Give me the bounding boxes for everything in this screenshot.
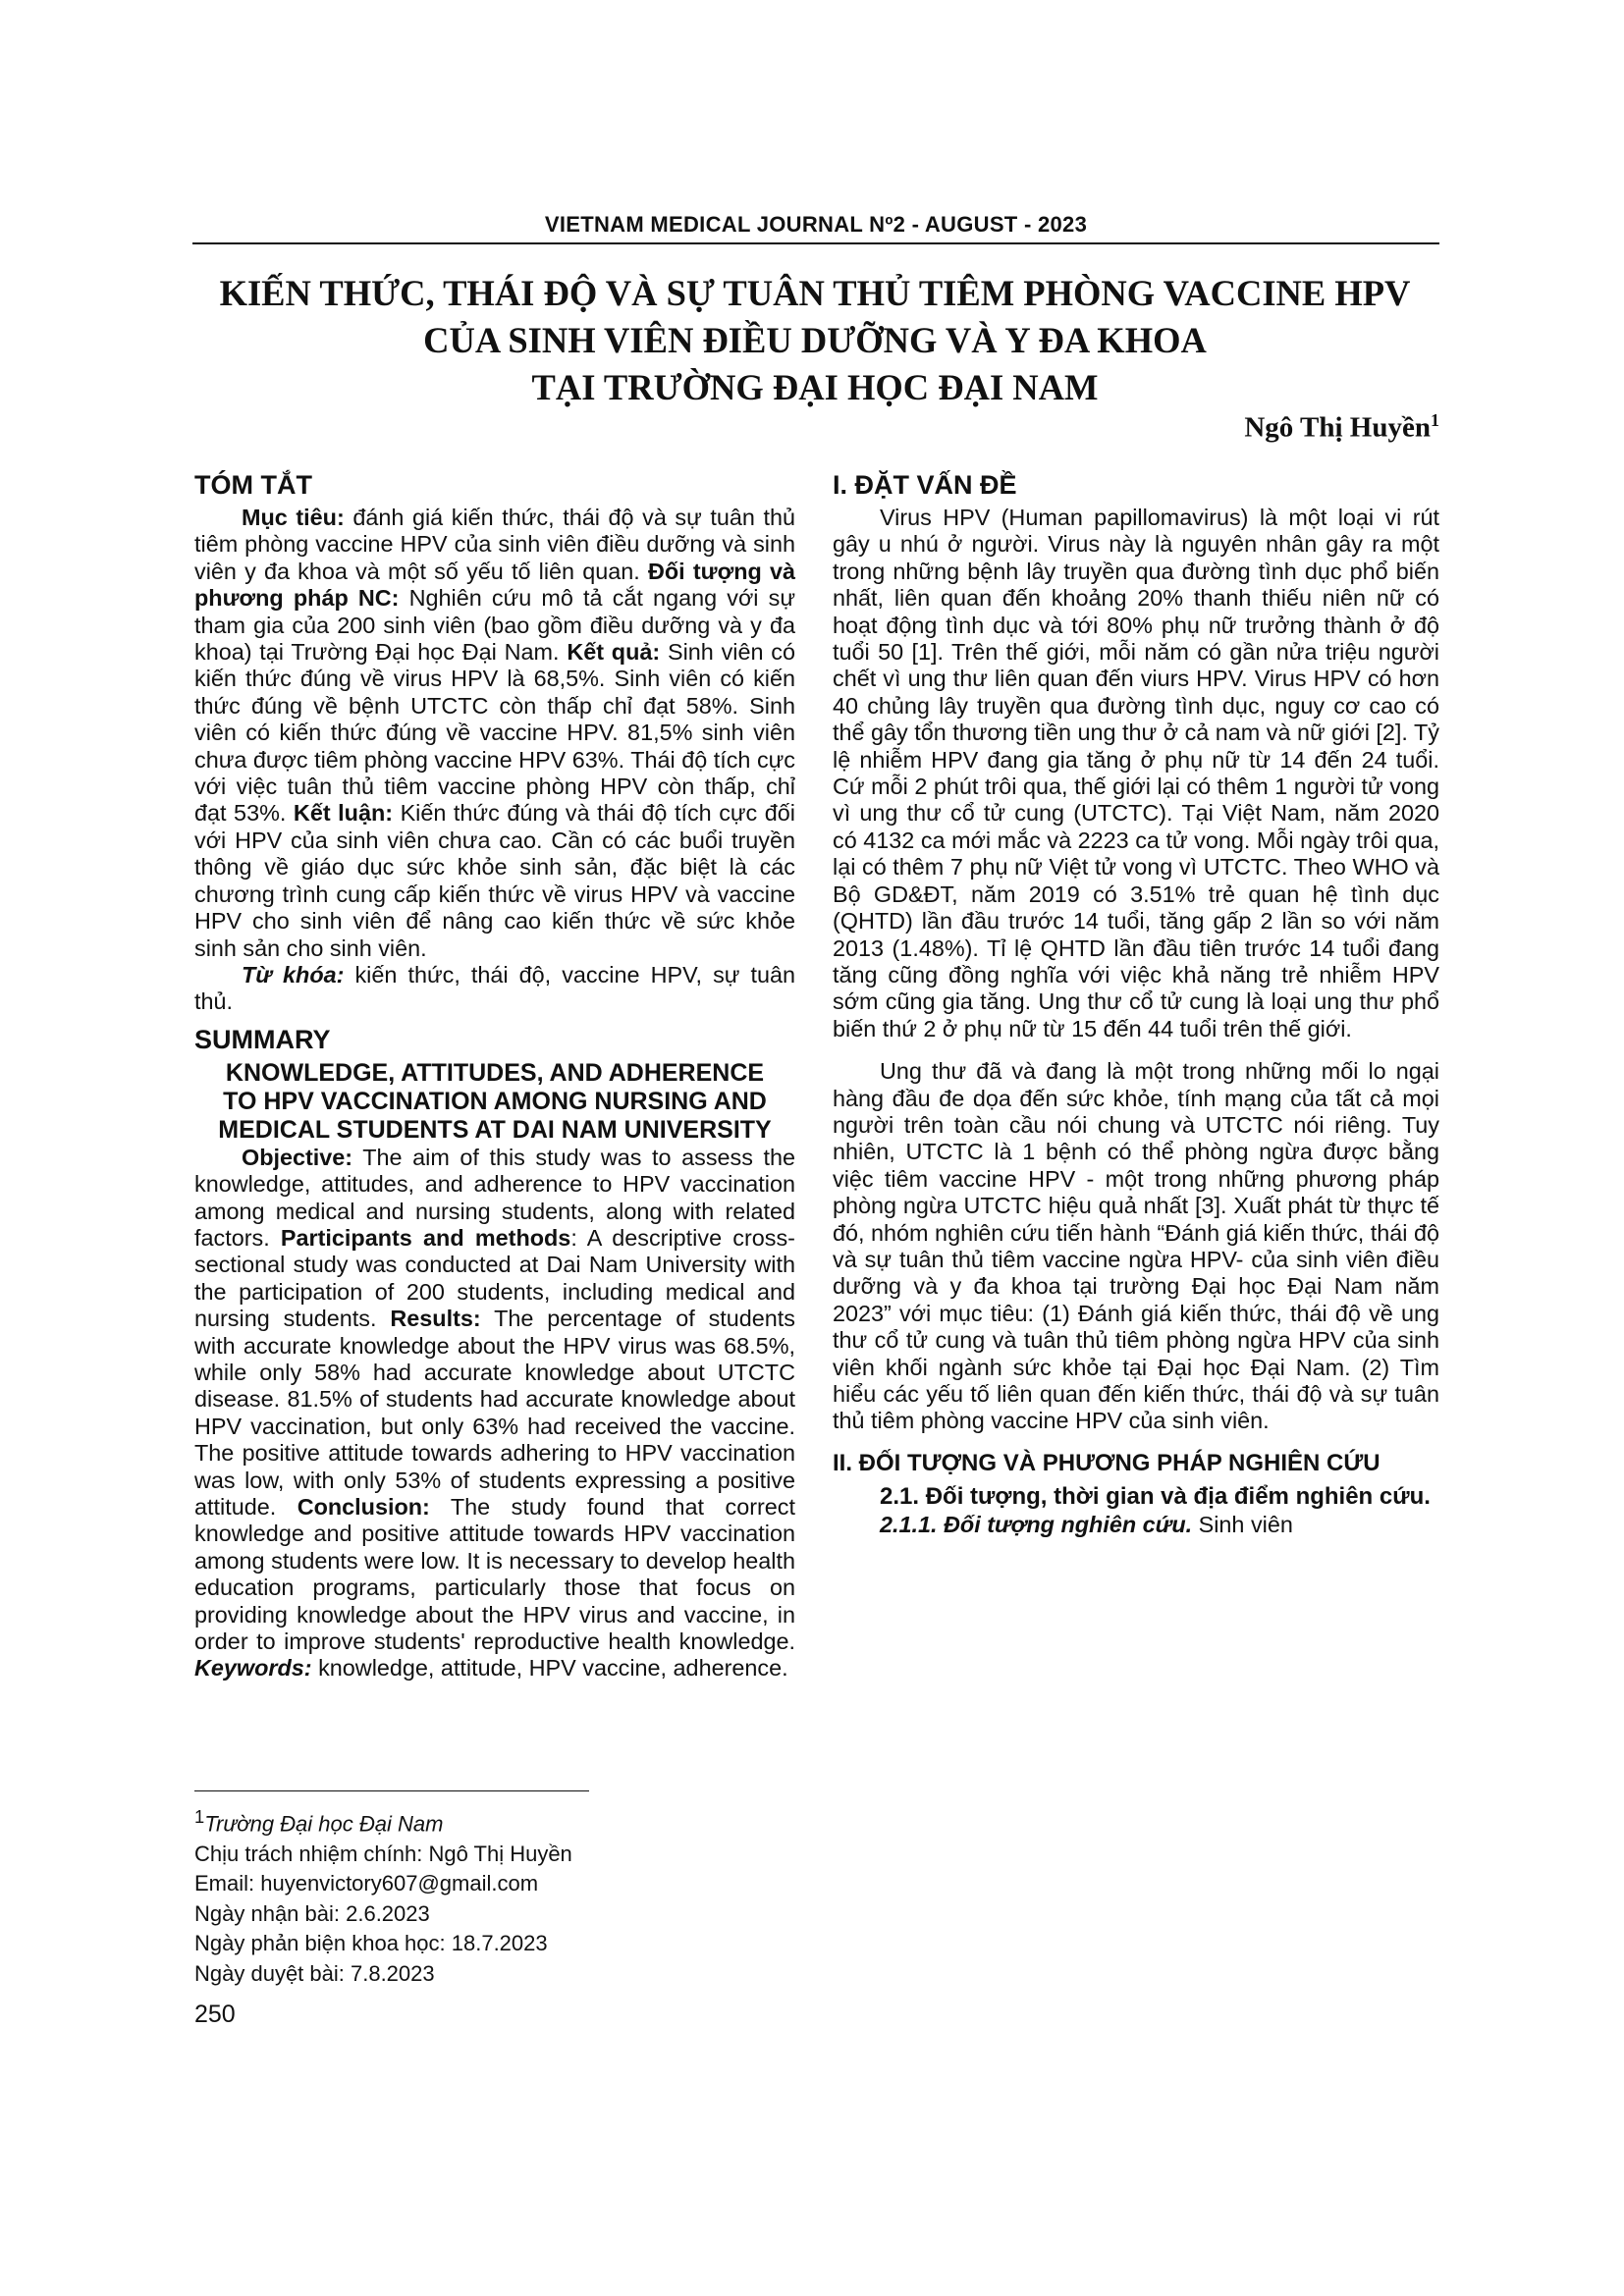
english-title-line-3: MEDICAL STUDENTS AT DAI NAM UNIVERSITY bbox=[218, 1115, 772, 1144]
tu-khoa-label: Từ khóa: bbox=[242, 961, 345, 988]
left-column bbox=[194, 461, 795, 1682]
title-line-1: KIẾN THỨC, THÁI ĐỘ VÀ SỰ TUÂN THỦ TIÊM PHÒNG VACCINE HPV bbox=[219, 273, 1411, 313]
subsection-2-1-1 bbox=[833, 1512, 1439, 1538]
muc-tieu-label: Mục tiêu: bbox=[242, 505, 345, 530]
footnote-rule bbox=[194, 1790, 589, 1791]
conclusion-label: Conclusion: bbox=[297, 1494, 430, 1520]
footnote-affiliation-mark: 1 bbox=[194, 1806, 205, 1827]
author-line bbox=[1244, 410, 1439, 445]
keywords-label: Keywords: bbox=[194, 1655, 312, 1682]
doi-tuong-label: Đối tượng và phương pháp NC: bbox=[194, 558, 795, 612]
objective-text: The aim of this study was to assess the knowledge, attitudes, and adherence to HPV vaccination among medical and nursing students, along with related factors. bbox=[194, 1144, 795, 1251]
conclusion-text: The study found that correct knowledge and positive attitude towards HPV vaccination among students were low. It is necessary to develop health education programs, particularly those that focus on providing knowledge about the HPV virus and vaccine, in order to improve students' reproductive health knowledge. bbox=[194, 1494, 795, 1655]
footnote-affiliation-text: Trường Đại học Đại Nam bbox=[204, 1811, 444, 1837]
abstract-en-body bbox=[194, 1145, 795, 1682]
subsection-2-1: 2.1. Đối tượng, thời gian và địa điểm nghiên cứu. bbox=[880, 1482, 1431, 1510]
ket-luan-label: Kết luận: bbox=[293, 800, 394, 827]
footnote-approved: Ngày duyệt bài: 7.8.2023 bbox=[194, 1960, 435, 1986]
title-line-2: CỦA SINH VIÊN ĐIỀU DƯỠNG VÀ Y ĐA KHOA bbox=[423, 320, 1207, 360]
muc-tieu-text: đánh giá kiến thức, thái độ và sự tuân thủ tiêm phòng vaccine HPV của sinh viên điều dưỡng và sinh viên y đa khoa và một số yếu tố liên quan. bbox=[194, 505, 795, 584]
title-line-3: TẠI TRƯỜNG ĐẠI HỌC ĐẠI NAM bbox=[531, 367, 1099, 407]
keywords-text: knowledge, attitude, HPV vaccine, adherence. bbox=[311, 1655, 788, 1682]
english-title-line-2: TO HPV VACCINATION AMONG NURSING AND bbox=[223, 1087, 767, 1115]
footnotes bbox=[194, 1802, 795, 1989]
section-1-paragraph-2: Ung thư đã và đang là một trong những mối lo ngại hàng đầu đe dọa đến sức khỏe, tính mạng của tất cả mọi người trên toàn cầu nói chung và UTCTC nói riêng. Tuy nhiên, UTCTC là 1 bệnh có thể phòng ngừa được bằng việc tiêm vaccine HPV - một trong những phương pháp phòng ngừa UTCTC hiệu quả nhất [3]. Xuất phát từ thực tế đó, nhóm nghiên cứu tiến hành “Đánh giá kiến thức, thái độ và sự tuân thủ tiêm vaccine ngừa HPV- của sinh viên điều dưỡng và y đa khoa tại trường Đại học Đại Nam năm 2023” với mục tiêu: (1) Đánh giá kiến thức, thái độ về ung thư cổ tử cung và tuân thủ tiêm phòng ngừa HPV của sinh viên khối ngành sức khỏe tại Đại học Đại Nam. (2) Tìm hiểu các yếu tố liên quan đến kiến thức, thái độ và sự tuân thủ tiêm phòng vaccine HPV của sinh viên. bbox=[833, 1058, 1439, 1434]
english-title-line-1: KNOWLEDGE, ATTITUDES, AND ADHERENCE bbox=[225, 1058, 765, 1087]
results-label: Results: bbox=[390, 1306, 481, 1332]
abstract-vi-heading: TÓM TẮT bbox=[194, 470, 312, 500]
footnote-email: Email: huyenvictory607@gmail.com bbox=[194, 1871, 539, 1896]
participants-label: Participants and methods bbox=[280, 1224, 571, 1251]
footnote-affiliation bbox=[194, 1802, 795, 1840]
section-2-heading: II. ĐỐI TƯỢNG VÀ PHƯƠNG PHÁP NGHIÊN CỨU bbox=[833, 1449, 1380, 1476]
abstract-en-heading: SUMMARY bbox=[194, 1024, 331, 1054]
english-title bbox=[194, 1059, 795, 1145]
doi-tuong-text: Nghiên cứu mô tả cắt ngang với sự tham gia của 200 sinh viên (bao gồm điều dưỡng và y đa khoa) tại Trường Đại học Đại Nam. bbox=[194, 585, 795, 666]
article-title bbox=[147, 270, 1483, 411]
footnote-received: Ngày nhận bài: 2.6.2023 bbox=[194, 1900, 430, 1926]
footnote-reviewed: Ngày phản biện khoa học: 18.7.2023 bbox=[194, 1931, 548, 1956]
tu-khoa-text: kiến thức, thái độ, vaccine HPV, sự tuân thủ. bbox=[194, 961, 796, 1015]
author-affiliation-mark: 1 bbox=[1431, 410, 1439, 430]
subsection-2-1-1-label: 2.1.1. Đối tượng nghiên cứu. bbox=[880, 1511, 1193, 1537]
running-head: VIETNAM MEDICAL JOURNAL Nº2 - AUGUST - 2023 bbox=[544, 212, 1088, 237]
ket-qua-text: Sinh viên có kiến thức đúng về virus HPV là 68,5%. Sinh viên có kiến thức đúng về bệnh UTCTC còn thấp chỉ đạt 58%. Sinh viên có kiến thức đúng về vaccine HPV. 81,5% sinh viên chưa được tiêm phòng vaccine HPV 63%. Thái độ tích cực với việc tuân thủ tiêm vaccine phòng HPV còn thấp, chỉ đạt 53%. bbox=[194, 639, 795, 827]
section-1-heading: I. ĐẶT VẤN ĐỀ bbox=[833, 470, 1017, 500]
section-1-paragraph-1: Virus HPV (Human papillomavirus) là một loại vi rút gây u nhú ở người. Virus này là nguyên nhân gây ra một trong những bệnh lây truyền qua đường tình dục phổ biến nhất, liên quan đến khoảng 20% thanh thiếu niên nữ có hoạt động tình dục và tới 80% phụ nữ trưởng thành ở độ tuổi 50 [1]. Trên thế giới, mỗi năm có gần nửa triệu người chết vì ung thư liên quan đến viurs HPV. Virus HPV có hơn 40 chủng lây truyền qua đường tình dục, nguy cơ cao có thể gây tổn thương tiền ung thư ở cả nam và nữ giới [2]. Tỷ lệ nhiễm HPV đang gia tăng ở phụ nữ từ 14 đến 24 tuổi. Cứ mỗi 2 phút trôi qua, thế giới lại có thêm 1 người tử vong vì ung thư cổ tử cung (UTCTC). Tại Việt Nam, năm 2020 có 4132 ca mới mắc và 2223 ca tử vong. Mỗi ngày trôi qua, lại có thêm 7 phụ nữ Việt tử vong vì UTCTC. Theo WHO và Bộ GD&ĐT, năm 2019 có 3.51% trẻ quan hệ tình dục (QHTD) lần đầu trước 14 tuổi, tăng gấp 2 lần so với năm 2013 (1.48%). Tỉ lệ QHTD lần đầu tiên trước 14 tuổi đang tăng cũng đồng nghĩa với việc khả năng trẻ nhiễm HPV sớm cũng gia tăng. Ung thư cổ tử cung là loại ung thư phổ biến thứ 2 ở phụ nữ từ 15 đến 44 tuổi trên thế giới. bbox=[833, 505, 1439, 1041]
right-column bbox=[833, 461, 1439, 1538]
ket-qua-label: Kết quả: bbox=[567, 639, 661, 666]
abstract-vi-keywords bbox=[194, 962, 795, 1016]
ket-luan-text: Kiến thức đúng và thái độ tích cực đối với HPV của sinh viên chưa cao. Cần có các buổi truyền thông về giáo dục sức khỏe sinh sản, đặc biệt là các chương trình cung cấp kiến thức về virus HPV và vaccine HPV cho sinh viên để nâng cao kiến thức về sức khỏe sinh sản cho sinh viên. bbox=[194, 800, 796, 961]
page-number: 250 bbox=[194, 2001, 236, 2028]
participants-text: : A descriptive cross-sectional study was conducted at Dai Nam University with the participation of 200 students, including medical and nursing students. bbox=[194, 1224, 795, 1332]
author-name: Ngô Thị Huyền bbox=[1244, 411, 1431, 444]
footnote-responsible: Chịu trách nhiệm chính: Ngô Thị Huyền bbox=[194, 1841, 572, 1866]
results-text: The percentage of students with accurate knowledge about the HPV virus was 68.5%, while only 58% had accurate knowledge about UTCTC disease. 81.5% of students had accurate knowledge about HPV vaccination, but only 63% had received the vaccine. The positive attitude towards adhering to HPV vaccination was low, with only 53% of students expressing a positive attitude. bbox=[194, 1306, 795, 1520]
subsection-2-1-1-text: Sinh viên bbox=[1192, 1511, 1293, 1537]
header-rule bbox=[192, 242, 1439, 244]
abstract-vi-body bbox=[194, 505, 795, 962]
objective-label: Objective: bbox=[242, 1144, 353, 1170]
